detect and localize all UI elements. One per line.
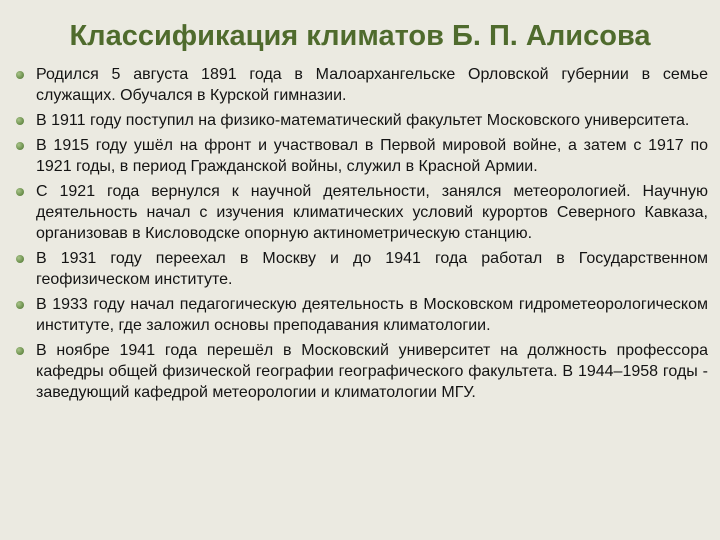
bullet-dot-icon bbox=[16, 71, 24, 79]
bullet-dot-icon bbox=[16, 188, 24, 196]
bullet-text: В 1915 году ушёл на фронт и участвовал в Первой мировой войне, а затем с 1917 по 1921 годы, в период Гражданской войны, служил в Красной Армии. bbox=[36, 137, 708, 175]
bullet-text: В ноябре 1941 года перешёл в Московский университет на должность профессора кафедры общей физической географии географического факультета. В 1944–1958 годы - заведующий кафедрой метеорологии и климатологии МГУ. bbox=[36, 342, 708, 401]
bullet-text: С 1921 года вернулся к научной деятельности, занялся метеорологией. Научную деятельность начал с изучения климатических условий курортов Северного Кавказа, организовав в Кисловодске опорную актинометрическую станцию. bbox=[36, 183, 708, 242]
bullet-dot-icon bbox=[16, 301, 24, 309]
bullet-dot-icon bbox=[16, 255, 24, 263]
bullet-item-1 bbox=[14, 64, 708, 106]
bullet-text: Родился 5 августа 1891 года в Малоархангельске Орловской губернии в семье служащих. Обучался в Курской гимназии. bbox=[36, 66, 708, 104]
bullet-dot-icon bbox=[16, 117, 24, 125]
bullet-list bbox=[14, 64, 708, 407]
bullet-item-5 bbox=[14, 248, 708, 290]
bullet-item-7 bbox=[14, 340, 708, 403]
slide-title: Классификация климатов Б. П. Алисова bbox=[69, 20, 651, 52]
bullet-item-3 bbox=[14, 135, 708, 177]
bullet-dot-icon bbox=[16, 347, 24, 355]
bullet-dot-icon bbox=[16, 142, 24, 150]
bullet-item-2 bbox=[14, 110, 708, 131]
bullet-text: В 1931 году переехал в Москву и до 1941 года работал в Государственном геофизическом институте. bbox=[36, 250, 708, 288]
bullet-item-6 bbox=[14, 294, 708, 336]
bullet-text: В 1933 году начал педагогическую деятельность в Московском гидрометеорологическом институте, где заложил основы преподавания климатологии. bbox=[36, 296, 708, 334]
bullet-text: В 1911 году поступил на физико-математический факультет Московского университета. bbox=[36, 112, 690, 129]
bullet-item-4 bbox=[14, 181, 708, 244]
